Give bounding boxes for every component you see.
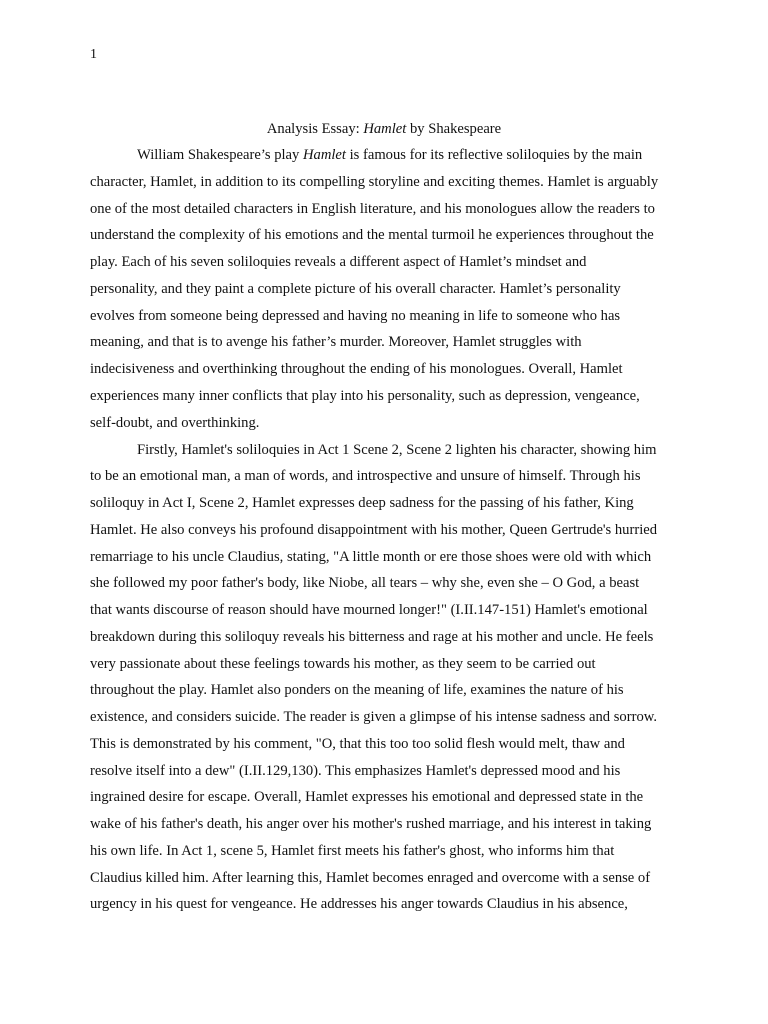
paragraph-line: This is demonstrated by his comment, "O, that this too too solid flesh would melt, thaw and <box>90 735 625 752</box>
paragraph-line: that wants discourse of reason should have mourned longer!" (I.II.147-151) Hamlet's emotional <box>90 602 648 618</box>
paragraph-line: very passionate about these feelings towards his mother, as they seem to be carried out <box>90 655 596 672</box>
paragraph-line: breakdown during this soliloquy reveals his bitterness and rage at his mother and uncle. He feels <box>90 628 654 645</box>
title-suffix: by Shakespeare <box>406 121 502 137</box>
paragraph-line: personality, and they paint a complete picture of his overall character. Hamlet’s personality <box>90 280 621 297</box>
paragraph-line: Hamlet. He also conveys his profound disappointment with his mother, Queen Gertrude's hurried <box>90 521 658 538</box>
paragraph-line: urgency in his quest for vengeance. He addresses his anger towards Claudius in his absence, <box>90 896 628 913</box>
paragraph-line: meaning, and that is to avenge his father’s murder. Moreover, Hamlet struggles with <box>90 334 582 351</box>
paragraph-line: one of the most detailed characters in English literature, and his monologues allow the readers to <box>90 200 655 217</box>
title-italic-hamlet: Hamlet <box>363 121 407 137</box>
paragraph-line: Firstly, Hamlet's soliloquies in Act 1 Scene 2, Scene 2 lighten his character, showing him <box>137 441 657 458</box>
line-text: William Shakespeare’s play <box>137 147 303 163</box>
line-text: is famous for its reflective soliloquies by the main <box>345 147 643 163</box>
paragraph-line: to be an emotional man, a man of words, and introspective and unsure of himself. Through his <box>90 468 641 485</box>
paragraph-line: understand the complexity of his emotions and the mental turmoil he experiences throughout the <box>90 227 654 244</box>
paragraph-line: ingrained desire for escape. Overall, Hamlet expresses his emotional and depressed state in the <box>90 789 644 806</box>
paragraph-line: self-doubt, and overthinking. <box>90 414 260 431</box>
paragraph-line: wake of his father's death, his anger over his mother's rushed marriage, and his interest in taking <box>90 816 652 832</box>
paragraph-line: character, Hamlet, in addition to its compelling storyline and exciting themes. Hamlet is arguably <box>90 173 659 190</box>
paragraph-line: remarriage to his uncle Claudius, stating, "A little month or ere those shoes were old with which <box>90 548 652 565</box>
italic-play-title: Hamlet <box>302 147 346 163</box>
paragraph-1 <box>90 142 690 436</box>
page-number: 1 <box>90 47 97 62</box>
paragraph-line: throughout the play. Hamlet also ponders on the meaning of life, examines the nature of his <box>90 682 624 699</box>
paragraph-line: indecisiveness and overthinking throughout the ending of his monologues. Overall, Hamlet <box>90 361 623 377</box>
paragraph-line: his own life. In Act 1, scene 5, Hamlet first meets his father's ghost, who informs him that <box>90 842 615 859</box>
paragraph-line: play. Each of his seven soliloquies reveals a different aspect of Hamlet’s mindset and <box>90 254 587 270</box>
paragraph-line: soliloquy in Act I, Scene 2, Hamlet expresses deep sadness for the passing of his father, King <box>90 495 634 511</box>
paragraph-line: evolves from someone being depressed and having no meaning in life to someone who has <box>90 307 621 324</box>
paragraph-line: resolve itself into a dew" (I.II.129,130). This emphasizes Hamlet's depressed mood and his <box>90 762 621 779</box>
paragraph-2 <box>90 437 690 919</box>
title-prefix: Analysis Essay: <box>266 121 364 137</box>
paragraph-line: existence, and considers suicide. The reader is given a glimpse of his intense sadness and sorrow. <box>90 709 657 725</box>
paragraph-line: Claudius killed him. After learning this, Hamlet becomes enraged and overcome with a sense of <box>90 869 651 886</box>
paragraph-line <box>90 142 690 169</box>
paragraph-line: experiences many inner conflicts that play into his personality, such as depression, vengeance, <box>90 387 640 404</box>
essay-title <box>90 119 678 139</box>
paragraph-line: she followed my poor father's body, like Niobe, all tears – why she, even she – O God, a beast <box>90 575 640 592</box>
